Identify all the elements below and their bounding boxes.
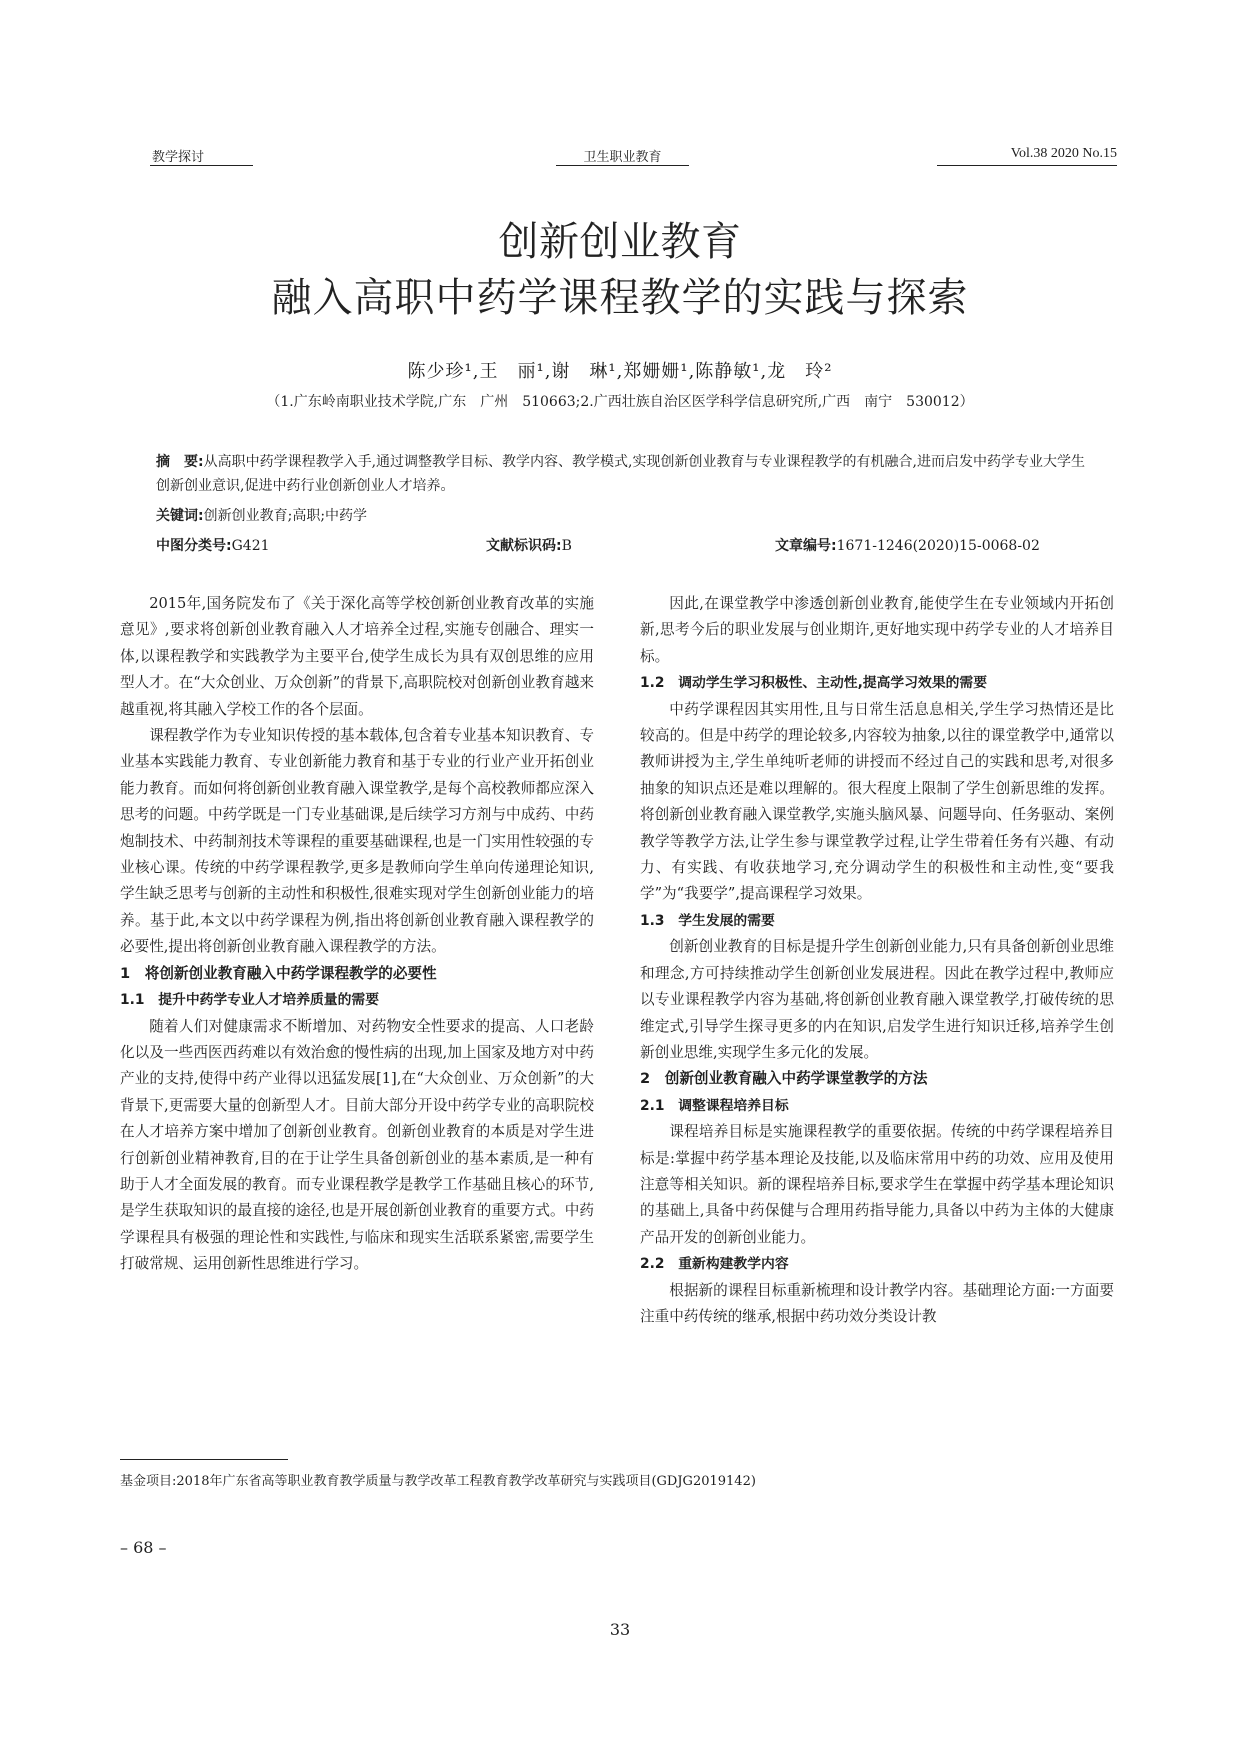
footnote-funding: 基金项目:2018年广东省高等职业教育教学质量与教学改革工程教育教学改革研究与实践项目(GDJG2019142)	[120, 1474, 756, 1489]
section-heading: 2 创新创业教育融入中药学课堂教学的方法	[640, 1070, 928, 1088]
paragraph: 课程教学作为专业知识传授的基本载体,包含着专业基本知识教育、专业基本实践能力教育、专业创新能力教育和基于专业的行业产业开拓创业能力教育。而如何将创新创业教育融入课堂教学,是每个高校教师都应深入思考的问题。中药学既是一门专业基础课,是后续学习方剂与中成药、中药炮制技术、中药制剂技术等课程的重要基础课程,也是一门实用性较强的专业核心课。传统的中药学课程教学,更多是教师向学生单向传递理论知识,学生缺乏思考与创新的主动性和积极性,很难实现对学生创新创业能力的培养。基于此,本文以中药学课程为例,指出将创新创业教育融入课程教学的必要性,提出将创新创业教育融入课程教学的方法。	[120, 727, 594, 956]
keywords	[156, 505, 367, 525]
paragraph: 课程培养目标是实施课程教学的重要依据。传统的中药学课程培养目标是:掌握中药学基本理论及技能,以及临床常用中药的功效、应用及使用注意等相关知识。新的课程培养目标,要求学生在掌握中药学基本理论知识的基础上,具备中药保健与合理用药指导能力,具备以中药为主体的大健康产品开发的创新创业能力。	[640, 1123, 1114, 1246]
paragraph: 随着人们对健康需求不断增加、对药物安全性要求的提高、人口老龄化以及一些西医西药难以有效治愈的慢性病的出现,加上国家及地方对中药产业的支持,使得中药产业得以迅猛发展[1],在“大众创业、万众创新”的大背景下,更需要大量的创新型人才。目前大部分开设中药学专业的高职院校在人才培养方案中增加了创新创业教育。创新创业教育的本质是对学生进行创新创业精神教育,目的在于让学生具备创新创业的基本素质,是一种有助于人才全面发展的教育。而专业课程教学是教学工作基础且核心的环节,是学生获取知识的最直接的途径,也是开展创新创业教育的重要方式。中药学课程具有极强的理论性和实践性,与临床和现实生活联系紧密,需要学生打破常规、运用创新性思维进行学习。	[120, 1017, 594, 1273]
body-right-column	[640, 591, 1114, 1330]
abstract	[156, 450, 1086, 498]
article-number	[775, 535, 1040, 555]
doc-value: B	[561, 538, 572, 554]
paragraph: 中药学课程因其实用性,且与日常生活息息相关,学生学习热情还是比较高的。但是中药学的理论较多,内容较为抽象,以往的课堂教学中,通常以教师讲授为主,学生单纯听老师的讲授而不经过自己的实践和思考,对很多抽象的知识点还是难以理解的。很大程度上限制了学生创新思维的发挥。将创新创业教育融入课堂教学,实施头脑风暴、问题导向、任务驱动、案例教学等教学方法,让学生参与课堂教学过程,让学生带着任务有兴趣、有动力、有实践、有收获地学习,充分调动学生的积极性和主动性,变“要我学”为“我要学”,提高课程学习效果。	[640, 700, 1114, 903]
abstract-label: 摘 要:	[156, 454, 204, 470]
abstract-text: 从高职中药学课程教学入手,通过调整教学目标、教学内容、教学模式,实现创新创业教育与专业课程教学的有机融合,进而启发中药学专业大学生创新创业意识,促进中药行业创新创业人才培养。	[156, 454, 1085, 494]
header-journal: 卫生职业教育	[556, 146, 689, 166]
keywords-label: 关键词:	[156, 508, 204, 524]
subsection-heading: 1.3 学生发展的需要	[640, 912, 775, 929]
subsection-heading: 2.1 调整课程培养目标	[640, 1097, 789, 1114]
title-line-2: 融入高职中药学课程教学的实践与探索	[271, 275, 969, 321]
document-code	[486, 535, 572, 555]
doc-label: 文献标识码:	[486, 538, 562, 554]
article-value: 1671-1246(2020)15-0068-02	[836, 538, 1040, 554]
title-line-1: 创新创业教育	[498, 219, 742, 265]
header-section: 教学探讨	[150, 146, 253, 166]
subsection-heading: 1.2 调动学生学习积极性、主动性,提高学习效果的需要	[640, 675, 988, 692]
paragraph: 创新创业教育的目标是提升学生创新创业能力,只有具备创新创业思维和理念,方可持续推动学生创新创业发展进程。因此在教学过程中,教师应以专业课程教学内容为基础,将创新创业教育融入课堂教学,打破传统的思维定式,引导学生探寻更多的内在知识,启发学生进行知识迁移,培养学生创新创业思维,实现学生多元化的发展。	[640, 938, 1114, 1061]
article-label: 文章编号:	[775, 538, 837, 554]
paragraph: 因此,在课堂教学中渗透创新创业教育,能使学生在专业领域内开拓创新,思考今后的职业发展与创业期许,更好地实现中药学专业的人才培养目标。	[640, 595, 1114, 665]
paragraph: 根据新的课程目标重新梳理和设计教学内容。基础理论方面:一方面要注重中药传统的继承,根据中药功效分类设计教	[640, 1281, 1114, 1325]
clc-label: 中图分类号:	[156, 538, 232, 554]
header-issue: Vol.38 2020 No.15	[937, 146, 1117, 166]
paragraph: 2015年,国务院发布了《关于深化高等学校创新创业教育改革的实施意见》,要求将创新创业教育融入人才培养全过程,实施专创融合、理实一体,以课程教学和实践教学为主要平台,使学生成长为具有双创思维的应用型人才。在“大众创业、万众创新”的背景下,高职院校对创新创业教育越来越重视,将其融入学校工作的各个层面。	[120, 595, 594, 718]
authors: 陈少珍¹,王 丽¹,谢 琳¹,郑姗姗¹,陈静敏¹,龙 玲²	[407, 361, 833, 382]
keywords-text: 创新创业教育;高职;中药学	[203, 508, 368, 524]
clc-value: G421	[231, 538, 270, 554]
pdf-page-number: 33	[609, 1620, 631, 1639]
section-heading: 1 将创新创业教育融入中药学课程教学的必要性	[120, 964, 437, 982]
subsection-heading: 2.2 重新构建教学内容	[640, 1256, 789, 1273]
page-number: – 68 –	[120, 1538, 167, 1557]
body-left-column	[120, 591, 594, 1278]
footnote-divider	[120, 1459, 288, 1460]
affiliations: （1.广东岭南职业技术学院,广东 广州 510663;2.广西壮族自治区医学科学信息研究所,广西 南宁 530012）	[266, 394, 974, 410]
subsection-heading: 1.1 提升中药学专业人才培养质量的需要	[120, 992, 379, 1009]
clc-number	[156, 535, 270, 555]
